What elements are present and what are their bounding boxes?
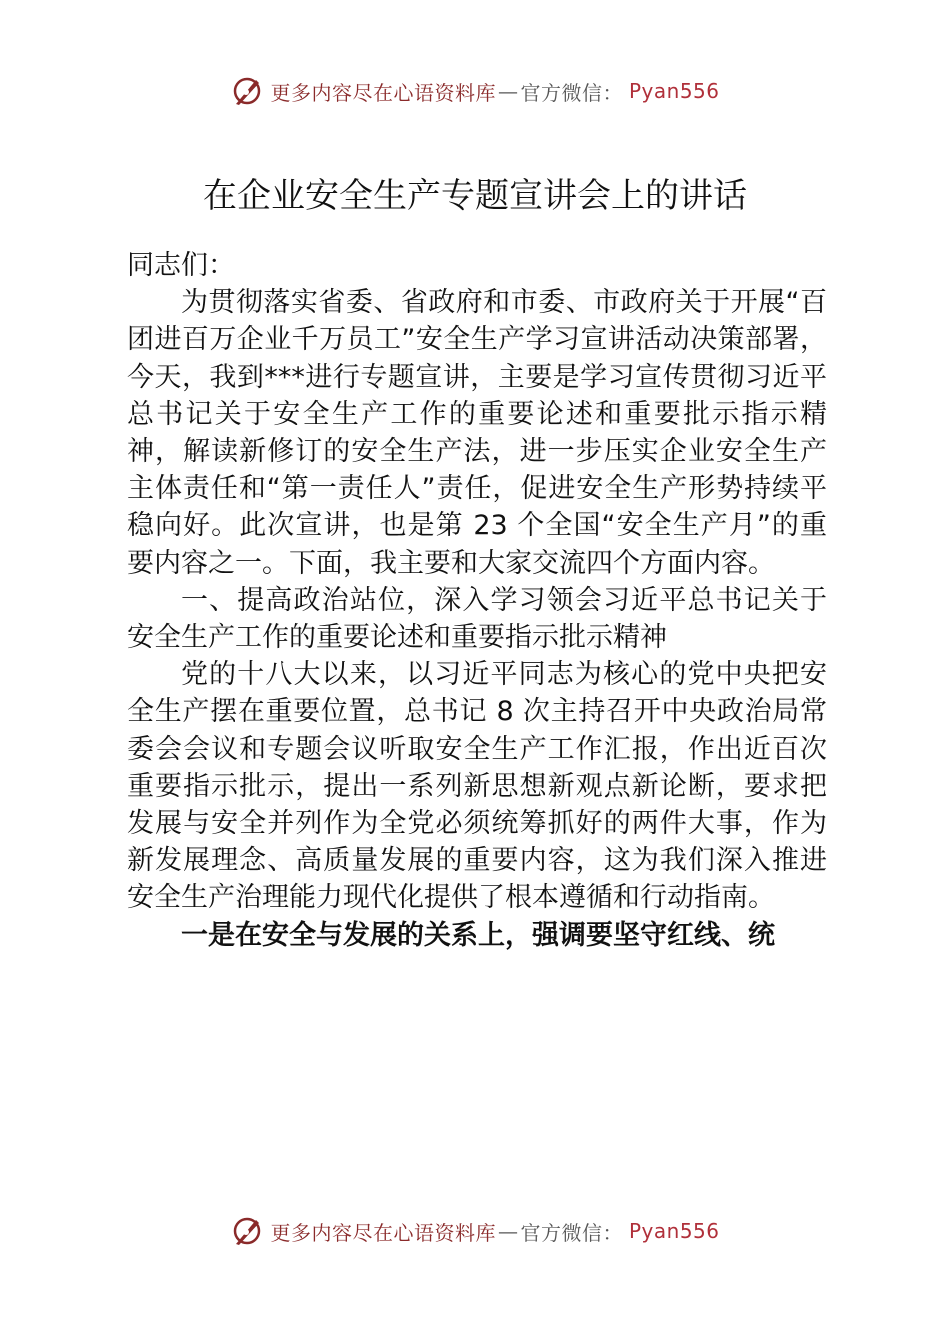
document-title: 在企业安全生产专题宣讲会上的讲话	[203, 176, 747, 216]
section-heading-1: 一、提高政治站位，深入学习领会习近平总书记关于安全生产工作的重要论述和重要指示批示精神	[127, 584, 827, 654]
paragraph-section-1: 党的十八大以来，以习近平同志为核心的党中央把安全生产摆在重要位置，总书记 8 次主持召开中央政治局常委会会议和专题会议听取安全生产工作汇报，作出近百次重要指示批示，提出一系列新思想新观点新论断，要求把发展与安全并列作为全党必须统筹抓好的两件大事，作为新发展理念、高质量发展的重要内容，这为我们深入推进安全生产治理能力现代化提供了根本遵循和行动指南。	[127, 659, 827, 914]
pen-seal-logo-icon	[230, 74, 264, 108]
paragraph-intro: 为贯彻落实省委、省政府和市委、市政府关于开展“百团进百万企业千万员工”安全生产学习宣讲活动决策部署，今天，我到***进行专题宣讲，主要是学习宣传贯彻习近平总书记关于安全生产工作的重要论述和重要批示指示精神，解读新修订的安全生产法，进一步压实企业安全生产主体责任和“第一责任人”责任，促进安全生产形势持续平稳向好。此次宣讲，也是第 23 个全国“安全生产月”的重要内容之一。下面，我主要和大家交流四个方面内容。	[127, 287, 827, 579]
document-body	[127, 247, 827, 954]
banner-wechat-label: 官方微信：	[520, 1220, 623, 1245]
banner-separator: —	[497, 79, 519, 103]
banner-wechat-label: 官方微信：	[520, 80, 623, 105]
pen-seal-logo-icon	[230, 1214, 264, 1248]
footer-banner	[0, 1214, 950, 1248]
header-banner	[0, 74, 950, 108]
banner-wechat-id: Pyan556	[628, 79, 720, 103]
bold-point-1: 一是在安全与发展的关系上，强调要坚守红线、统	[181, 919, 775, 951]
banner-separator: —	[497, 1219, 519, 1243]
banner-site-text: 更多内容尽在心语资料库	[270, 80, 496, 105]
banner-site-text: 更多内容尽在心语资料库	[270, 1220, 496, 1245]
banner-wechat-id: Pyan556	[628, 1219, 720, 1243]
salutation: 同志们：	[127, 250, 235, 281]
